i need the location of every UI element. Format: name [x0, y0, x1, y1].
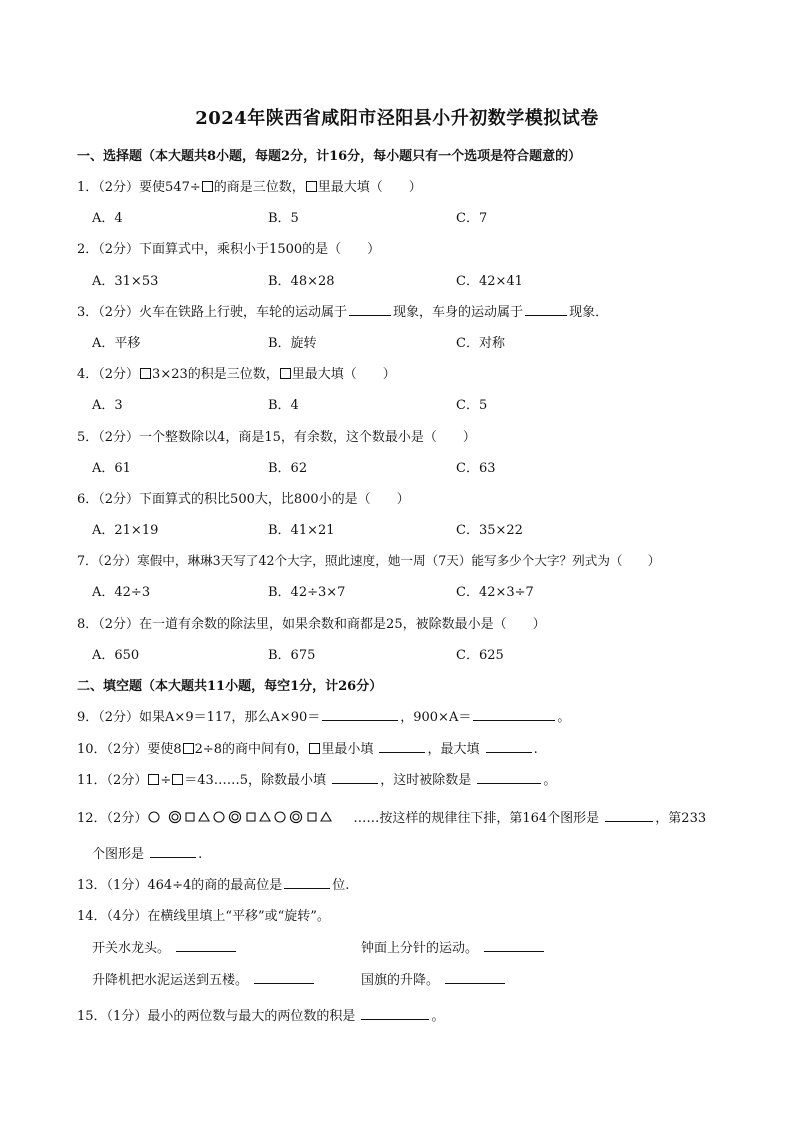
q3-option-b[interactable]: B．旋转: [268, 336, 317, 351]
q2-option-a[interactable]: A．31×53: [92, 274, 159, 289]
question-3: 3．（2分）火车在铁路上行驶，车轮的运动属于 现象，车身的运动属于 现象．: [77, 305, 609, 320]
shape-sequence-icon: [147, 810, 353, 824]
q6-option-b[interactable]: B．41×21: [268, 523, 335, 538]
question-6: 6．（2分）下面算式的积比500大，比800小的是（ ）: [77, 492, 410, 507]
question-13: 13．（1分）464÷4的商的最高位是 位.: [77, 878, 350, 893]
empty-box-icon: [172, 774, 183, 785]
answer-blank[interactable]: [477, 771, 541, 784]
question-12-line2: 个图形是 .: [92, 847, 203, 862]
section-choice-heading: 一、选择题（本大题共8小题，每题2分，计16分，每小题只有一个选项是符合题意的）: [77, 149, 582, 164]
question-15: 15．（1分）最小的两位数与最大的两位数的积是 。: [77, 1009, 445, 1024]
q5-option-a[interactable]: A．61: [92, 461, 131, 476]
empty-box-icon: [202, 181, 213, 192]
empty-box-icon: [140, 368, 151, 379]
q4-option-a[interactable]: A．3: [92, 398, 123, 413]
question-8: 8．（2分）在一道有余数的除法里，如果余数和商都是25，被除数最小是（ ）: [77, 617, 546, 632]
q7-option-c[interactable]: C．42×3÷7: [456, 585, 534, 600]
question-5: 5．（2分）一个整数除以4，商是15，有余数，这个数最小是（ ）: [77, 430, 476, 445]
answer-blank[interactable]: [254, 971, 314, 984]
question-9: 9．（2分）如果A×9＝117，那么A×90＝ ，900×A＝ 。: [77, 710, 571, 725]
question-7: 7．（2分）寒假中，琳琳3天写了42个大字，照此速度，她一周（7天）能写多少个大字？列式为（ ）: [77, 553, 661, 568]
empty-box-icon: [309, 743, 320, 754]
question-10: 10．（2分）要使8 2÷8的商中间有0， 里最小填 ，最大填 .: [77, 742, 538, 757]
answer-blank[interactable]: [486, 740, 532, 753]
q6-option-c[interactable]: C．35×22: [456, 523, 523, 538]
answer-blank[interactable]: [361, 1007, 429, 1020]
q5-option-b[interactable]: B．62: [268, 461, 308, 476]
empty-box-icon: [280, 368, 291, 379]
q5-option-c[interactable]: C．63: [456, 461, 496, 476]
q6-option-a[interactable]: A．21×19: [92, 523, 159, 538]
page-title: 2024年陕西省咸阳市泾阳县小升初数学模拟试卷: [195, 108, 599, 129]
question-11: 11．（2分） ÷ ＝43……5，除数最小填 ，这时被除数是 。: [77, 773, 557, 788]
q2-option-b[interactable]: B．48×28: [268, 274, 335, 289]
answer-blank[interactable]: [332, 771, 378, 784]
answer-blank[interactable]: [349, 303, 391, 316]
answer-blank[interactable]: [322, 708, 398, 721]
empty-box-icon: [183, 743, 194, 754]
q14-item-1: 开关水龙头。: [92, 937, 238, 956]
section-fill-heading: 二、填空题（本大题共11小题，每空1分，计26分）: [77, 679, 383, 694]
answer-blank[interactable]: [176, 939, 236, 952]
q7-option-b[interactable]: B．42÷3×7: [268, 585, 346, 600]
q4-option-c[interactable]: C．5: [456, 398, 488, 413]
empty-box-icon: [148, 774, 159, 785]
empty-box-icon: [306, 181, 317, 192]
answer-blank[interactable]: [150, 845, 196, 858]
question-2: 2．（2分）下面算式中，乘积小于1500的是（ ）: [77, 242, 381, 257]
answer-blank[interactable]: [445, 971, 505, 984]
answer-blank[interactable]: [473, 708, 555, 721]
q8-option-a[interactable]: A．650: [92, 648, 140, 663]
question-14: 14．（4分）在横线里填上“平移”或“旋转”。: [77, 909, 330, 924]
q1-option-a[interactable]: A．4: [92, 211, 123, 226]
q1-option-c[interactable]: C．7: [456, 211, 488, 226]
q2-option-c[interactable]: C．42×41: [456, 274, 523, 289]
question-1: 1．（2分）要使547÷ 的商是三位数， 里最大填（ ）: [77, 180, 422, 195]
question-12: 12．（2分） ……按这样的规律往下排，第164个图形是 ，第233: [77, 811, 707, 826]
q4-option-b[interactable]: B．4: [268, 398, 299, 413]
answer-blank[interactable]: [284, 876, 330, 889]
q14-item-2: 钟面上分针的运动。: [361, 937, 546, 956]
answer-blank[interactable]: [379, 740, 425, 753]
q7-option-a[interactable]: A．42÷3: [92, 585, 151, 600]
question-4: 4．（2分） 3×23的积是三位数， 里最大填（ ）: [77, 367, 396, 382]
q1-option-b[interactable]: B．5: [268, 211, 299, 226]
q8-option-c[interactable]: C．625: [456, 648, 504, 663]
q8-option-b[interactable]: B．675: [268, 648, 316, 663]
q3-option-c[interactable]: C．对称: [456, 336, 505, 351]
q14-item-4: 国旗的升降。: [361, 969, 507, 988]
answer-blank[interactable]: [525, 303, 567, 316]
q14-item-3: 升降机把水泥运送到五楼。: [92, 969, 316, 988]
q3-option-a[interactable]: A．平移: [92, 336, 141, 351]
answer-blank[interactable]: [605, 809, 653, 822]
answer-blank[interactable]: [484, 939, 544, 952]
